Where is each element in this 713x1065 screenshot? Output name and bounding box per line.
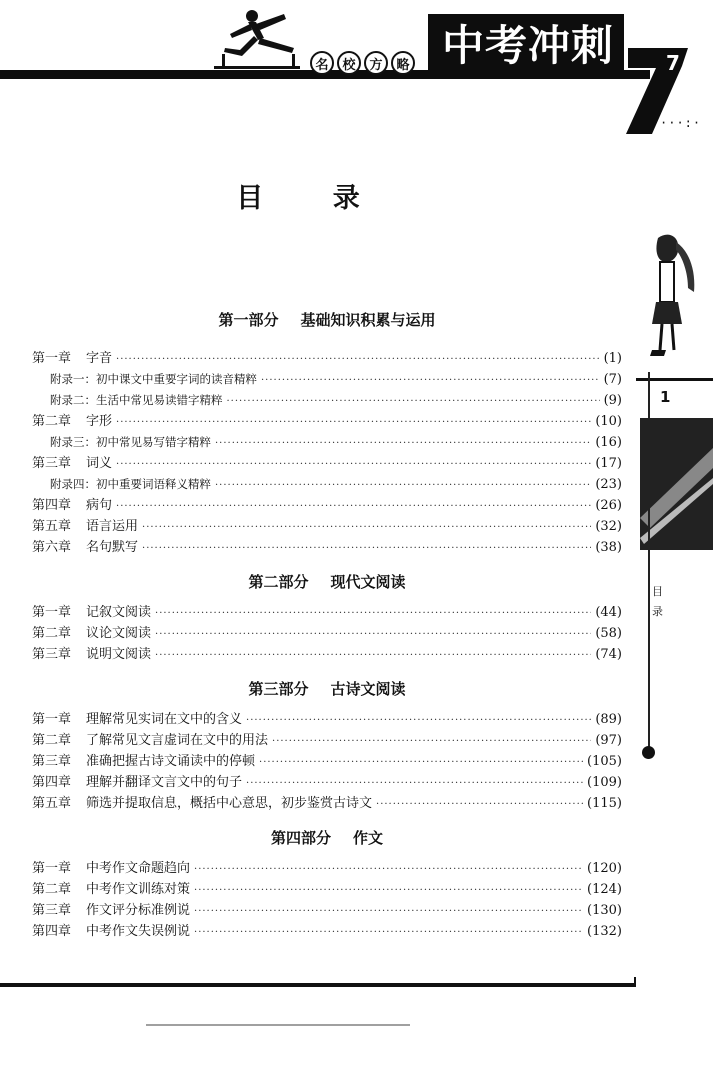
part-title: 第三部分 古诗文阅读 [248, 680, 406, 698]
toc-entry[interactable]: 第四章 中考作文失误例说 ····· (132) [32, 921, 622, 942]
series-title: 中考冲刺 [428, 14, 624, 72]
toc-entry[interactable]: 第一章 中考作文命题趋向 ····· (120) [32, 858, 622, 879]
runner-icon [212, 8, 302, 72]
badge: 校 [337, 51, 361, 75]
toc-entry[interactable]: 第二章 中考作文训练对策 ····· (124) [32, 879, 622, 900]
toc-entry[interactable]: 第三章 说明文阅读 ····· (74) [32, 644, 622, 665]
toc-entry[interactable]: 第一章 理解常见实词在文中的含义 ····· (89) [32, 709, 622, 730]
toc-entry[interactable]: 附录一：初中课文中重要字词的读音精粹 ····· (7) [32, 369, 622, 390]
toc-entry[interactable]: 第五章 语言运用 ····· (32) [32, 516, 622, 537]
part-title: 第一部分 基础知识积累与运用 [218, 311, 436, 329]
badge: 方 [364, 51, 388, 75]
toc-entry[interactable]: 第二章 字形 ····· (10) [32, 411, 622, 432]
toc-entry[interactable]: 附录三：初中常见易写错字精粹 ····· (16) [32, 432, 622, 453]
part-title: 第四部分 作文 [270, 829, 384, 847]
part-title: 第二部分 现代文阅读 [248, 573, 406, 591]
toc-entry[interactable]: 第六章 名句默写 ····· (38) [32, 537, 622, 558]
side-label: 目 录 [652, 585, 663, 618]
series-badges [310, 51, 415, 75]
side-line [648, 372, 650, 752]
toc-entry[interactable]: 第二章 议论文阅读 ····· (58) [32, 623, 622, 644]
page-number: 1 [660, 388, 671, 406]
side-image-block [640, 418, 713, 550]
toc-entry[interactable]: 附录二：生活中常见易读错字精粹 ····· (9) [32, 390, 622, 411]
toc-entry[interactable]: 第三章 词义 ····· (17) [32, 453, 622, 474]
toc-entry[interactable]: 附录四：初中重要词语释义精粹 ····· (23) [32, 474, 622, 495]
toc-entry[interactable]: 第一章 记叙文阅读 ····· (44) [32, 602, 622, 623]
girl-illustration [636, 232, 700, 362]
table-of-contents [32, 310, 622, 942]
scan-mark [146, 1024, 410, 1026]
badge: 名 [310, 51, 334, 75]
side-dot [642, 746, 655, 759]
toc-entry[interactable]: 第三章 准确把握古诗文诵读中的停顿 ····· (105) [32, 751, 622, 772]
toc-entry[interactable]: 第三章 作文评分标准例说 ····· (130) [32, 900, 622, 921]
toc-entry[interactable]: 第五章 筛选并提取信息，概括中心意思，初步鉴赏古诗文 ····· (115) [32, 793, 622, 814]
toc-entry[interactable]: 第四章 理解并翻译文言文中的句子 ····· (109) [32, 772, 622, 793]
toc-entry[interactable]: 第四章 病句 ····· (26) [32, 495, 622, 516]
svg-text:7: 7 [666, 51, 680, 75]
page-title: 目 录 [236, 183, 390, 214]
bottom-rule [0, 983, 634, 987]
toc-entry[interactable]: 第一章 字音 ····· (1) [32, 348, 622, 369]
bottom-rule-corner [634, 977, 636, 987]
toc-entry[interactable]: 第二章 了解常见文言虚词在文中的用法 ····· (97) [32, 730, 622, 751]
badge: 略 [391, 51, 415, 75]
decorative-dots: ···:· [660, 116, 702, 130]
